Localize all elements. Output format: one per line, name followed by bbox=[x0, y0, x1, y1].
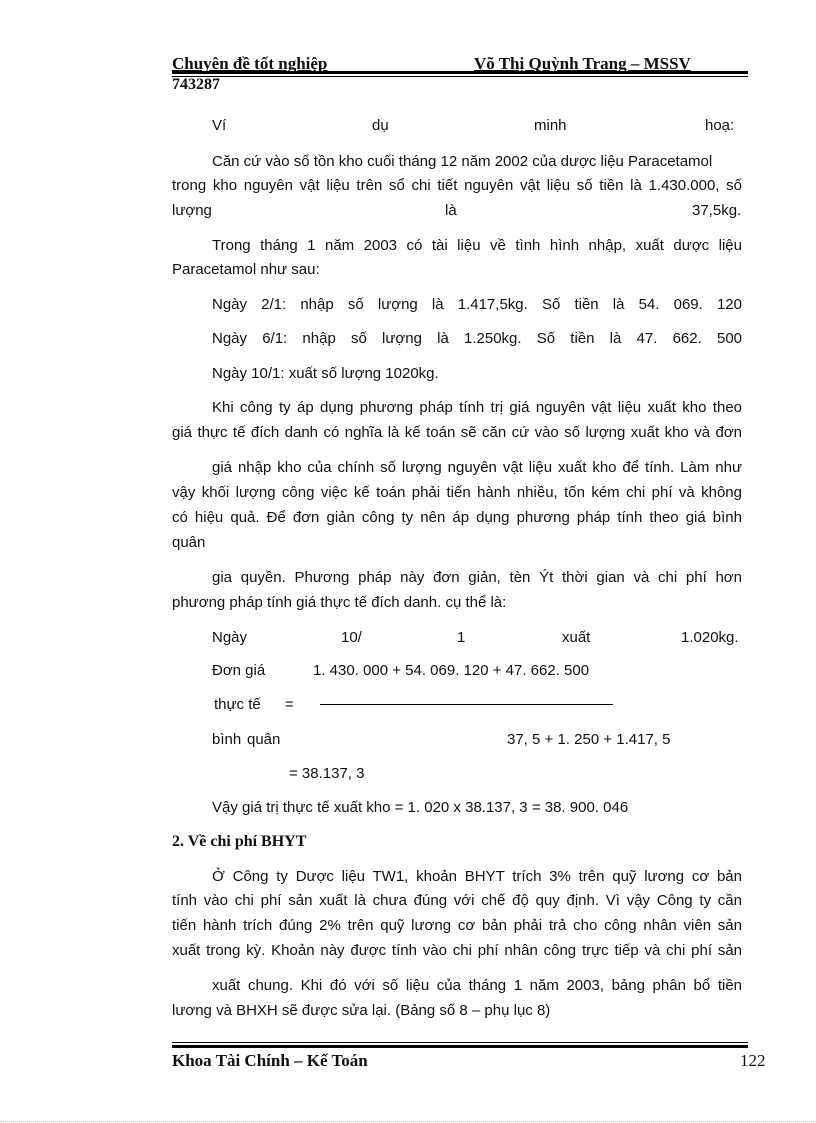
entry-1: Ngày 2/1: nhập số lượng là 1.417,5kg. Số tiền là 54. 069. 120 bbox=[212, 296, 742, 313]
p2-line-1: Trong tháng 1 năm 2003 có tài liệu về tình hình nhập, xuất dược liệu bbox=[212, 237, 742, 254]
header-student-id: 743287 bbox=[172, 76, 220, 93]
calc-numerator: 1. 430. 000 + 54. 069. 120 + 47. 662. 500 bbox=[313, 662, 590, 679]
p4-line-1: gia quyền. Phương pháp này đơn giản, tèn Ýt thời gian và chi phí hơn bbox=[212, 569, 742, 586]
calc-label-quan: quân bbox=[247, 731, 281, 748]
p4-line-2: phương pháp tính giá thực tế đích danh. cụ thể là: bbox=[172, 594, 507, 611]
p2-line-2: Paracetamol như sau: bbox=[172, 261, 320, 278]
page-bottom-edge bbox=[0, 1121, 816, 1122]
p1-word-3: 37,5kg. bbox=[692, 202, 742, 219]
calc-label-don-gia: Đơn giá bbox=[212, 662, 266, 679]
footer-rule-thick bbox=[172, 1045, 748, 1048]
p3-line-6: quân bbox=[172, 534, 206, 551]
page-number: 122 bbox=[740, 1051, 766, 1070]
calc-denominator: 37, 5 + 1. 250 + 1.417, 5 bbox=[507, 731, 671, 748]
p3-line-4: vậy khối lượng công việc kế toán phải tiến hành nhiều, tốn kém chi phí và không bbox=[172, 484, 742, 501]
example-word-2: dụ bbox=[372, 117, 389, 134]
header-author: Võ Thị Quỳnh Trang – MSSV bbox=[474, 54, 691, 73]
example-word-4: hoạ: bbox=[705, 117, 735, 134]
calc-word-3: 1 bbox=[457, 629, 466, 646]
footer-rule-thin bbox=[172, 1042, 748, 1043]
section-2-heading: 2. Về chi phí BHYT bbox=[172, 833, 307, 850]
header-rule-thick bbox=[172, 71, 748, 74]
p1-line-1: Căn cứ vào số tồn kho cuối tháng 12 năm 2002 của dược liệu Paracetamol bbox=[212, 153, 713, 170]
example-word-1: Ví bbox=[212, 117, 227, 134]
entry-2: Ngày 6/1: nhập số lượng là 1.250kg. Số tiền là 47. 662. 500 bbox=[212, 330, 742, 347]
header-title: Chuyên đề tốt nghiệp bbox=[172, 54, 328, 73]
calc-word-2: 10/ bbox=[341, 629, 362, 646]
footer-department: Khoa Tài Chính – Kế Toán bbox=[172, 1051, 368, 1070]
calc-result: = 38.137, 3 bbox=[289, 765, 365, 782]
fraction-bar bbox=[320, 704, 613, 705]
s2-line-4: xuất trong kỳ. Khoản này được tính vào chi phí nhân công trực tiếp và chi phí sản bbox=[172, 942, 742, 959]
p3-line-3: giá nhập kho của chính số lượng nguyên vật liệu xuất kho để tính. Làm như bbox=[212, 459, 742, 476]
calc-label-binh: bình bbox=[212, 731, 242, 748]
p3-line-2: giá thực tế đích danh có nghĩa là kế toán sẽ căn cứ vào số lượng xuất kho và đơn bbox=[172, 424, 742, 441]
s2-line-3: tiến hành trích đúng 2% trên quỹ lương cơ bản phải trả cho công nhân viên sản bbox=[172, 917, 742, 934]
p3-line-1: Khi công ty áp dụng phương pháp tính trị giá nguyên vật liệu xuất kho theo bbox=[212, 399, 742, 416]
example-word-3: minh bbox=[534, 117, 567, 134]
calc-label-thuc-te: thực tế bbox=[214, 696, 261, 713]
p1-word-1: lượng bbox=[172, 202, 212, 219]
entry-3: Ngày 10/1: xuất số lượng 1020kg. bbox=[212, 365, 439, 382]
calc-word-1: Ngày bbox=[212, 629, 248, 646]
header-rule-thin bbox=[172, 76, 748, 77]
calc-final: Vậy giá trị thực tế xuất kho = 1. 020 x 38.137, 3 = 38. 900. 046 bbox=[212, 799, 629, 816]
calc-equals: = bbox=[285, 696, 294, 713]
p1-word-2: là bbox=[445, 202, 457, 219]
calc-word-5: 1.020kg. bbox=[681, 629, 739, 646]
s2-line-2: tính vào chi phí sản xuất là chưa đúng với chế độ quy định. Vì vậy Công ty cần bbox=[172, 892, 742, 909]
p3-line-5: có hiệu quả. Để đơn giản công ty nên áp dụng phương pháp tính theo giá bình bbox=[172, 509, 742, 526]
p1-line-2: trong kho nguyên vật liệu trên sổ chi tiết nguyên vật liệu số tiền là 1.430.000, số bbox=[172, 177, 742, 194]
calc-word-4: xuất bbox=[562, 629, 591, 646]
s2-line-6: lương và BHXH sẽ được sửa lại. (Bảng số 8 – phụ lục 8) bbox=[172, 1002, 551, 1019]
s2-line-1: Ở Công ty Dược liệu TW1, khoản BHYT trích 3% trên quỹ lương cơ bản bbox=[212, 868, 742, 885]
s2-line-5: xuất chung. Khi đó với số liệu của tháng 1 năm 2003, bảng phân bổ tiền bbox=[212, 977, 742, 994]
